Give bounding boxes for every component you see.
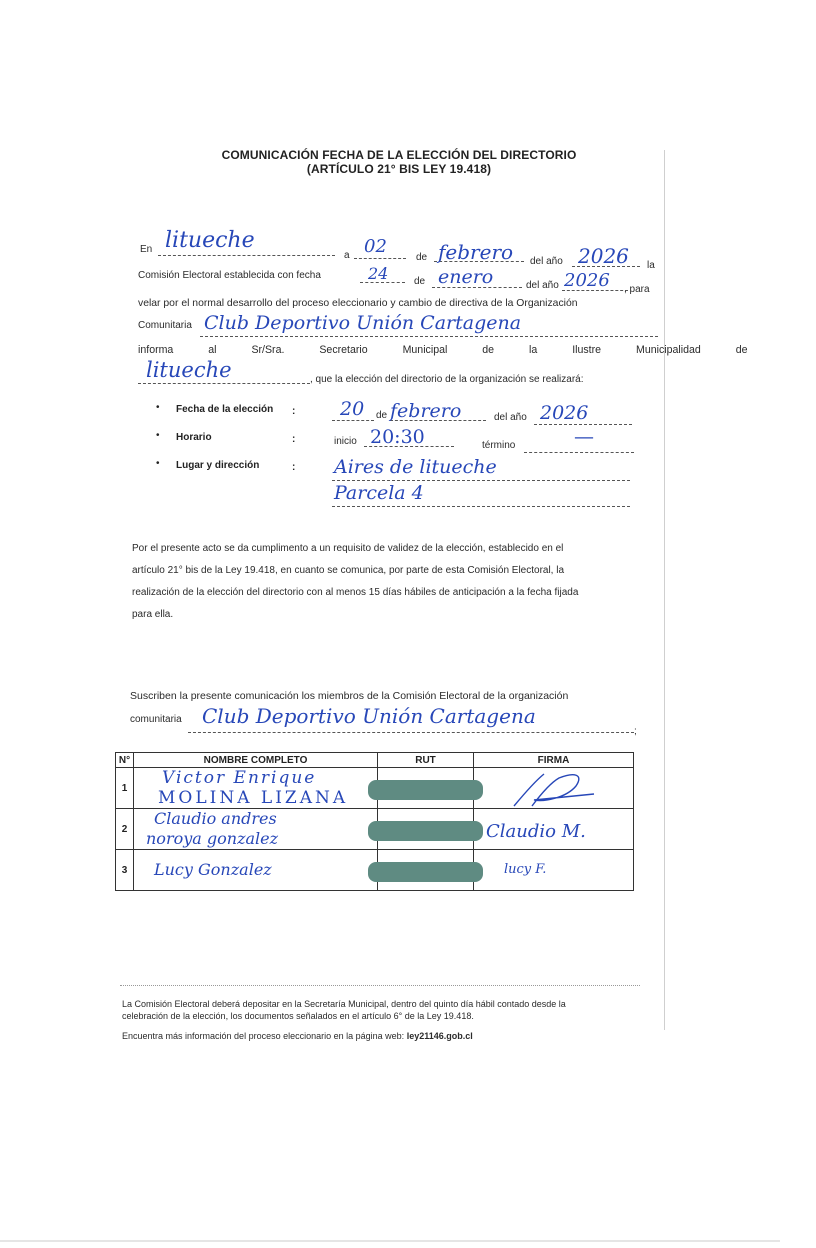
- colon-2: :: [292, 434, 296, 445]
- table-row: [116, 850, 634, 891]
- name-line-1: Victor Enrique: [162, 768, 317, 788]
- validez-paragraph: [132, 538, 652, 626]
- colon-3: :: [292, 462, 296, 473]
- horario-label: Horario: [176, 432, 212, 443]
- dia-value: 02: [364, 236, 387, 257]
- dia-line: [354, 258, 406, 259]
- table-header-row: [116, 753, 634, 768]
- mes-value: febrero: [438, 240, 514, 264]
- organizacion-line: [200, 336, 658, 337]
- det-de-label: de: [376, 410, 388, 421]
- det-mes-value: febrero: [390, 400, 462, 422]
- comunitaria-label-2: comunitaria: [130, 714, 182, 725]
- del-anio-label-2: del año: [526, 280, 559, 291]
- scan-edge-line: [664, 150, 665, 1030]
- la-label: la: [647, 260, 655, 271]
- name-cell: [134, 768, 378, 809]
- page-title: [0, 148, 798, 176]
- row-num: 1: [116, 768, 134, 809]
- row-num: 2: [116, 809, 134, 850]
- suscriben-org-value: Club Deportivo Unión Cartagena: [202, 704, 536, 728]
- members-table: [115, 752, 634, 891]
- de-label-2: de: [414, 276, 426, 287]
- name-line-2: MOLINA LIZANA: [158, 788, 349, 808]
- comuna-line: [158, 255, 335, 256]
- bullet-2: •: [156, 430, 160, 441]
- anio-value: 2026: [578, 244, 629, 268]
- informa-text: informa al Sr/Sra. Secretario Municipal de la Ilustre Municipalidad de: [138, 344, 748, 356]
- firma-cell: [474, 850, 634, 891]
- para-line-4: para ella.: [132, 609, 174, 620]
- fecha-dia-value: 24: [368, 264, 389, 283]
- scan-bottom-line: [0, 1240, 780, 1242]
- lugar-line-2: [332, 506, 630, 507]
- suscriben-org-line: [188, 732, 634, 733]
- det-dia-line: [332, 420, 374, 421]
- table-row: [116, 809, 634, 850]
- velar-text: velar por el normal desarrollo del proceso eleccionario y cambio de directiva de la Organización: [138, 298, 578, 309]
- name-cell: [134, 809, 378, 850]
- det-dia-value: 20: [340, 398, 365, 420]
- rut-cell: [378, 850, 474, 891]
- footer-web-text: Encuentra más información del proceso eleccionario en la página web:: [122, 1031, 405, 1041]
- municipalidad-value: litueche: [146, 358, 232, 382]
- signature-text: Claudio M.: [486, 821, 586, 842]
- organizacion-value: Club Deportivo Unión Cartagena: [204, 312, 522, 334]
- suscriben-text: Suscriben la presente comunicación los miembros de la Comisión Electoral de la organización: [130, 690, 569, 702]
- fecha-anio-value: 2026: [564, 270, 610, 291]
- table-row: [116, 768, 634, 809]
- signature-mark: [504, 768, 604, 810]
- row-num: 3: [116, 850, 134, 891]
- name-cell: [134, 850, 378, 891]
- termino-line: [524, 452, 634, 453]
- para-line-2: artículo 21° bis de la Ley 19.418, en cuanto se comunica, por parte de esta Comisión Electoral, la: [132, 565, 565, 576]
- header-rut: RUT: [378, 753, 474, 768]
- name-line-2: noroya gonzalez: [146, 829, 279, 848]
- fecha-eleccion-label: Fecha de la elección: [176, 404, 274, 415]
- para-line-1: Por el presente acto se da cumplimento a un requisito de validez de la elección, establecido en el: [132, 543, 564, 554]
- inicio-label: inicio: [334, 436, 357, 447]
- termino-label: término: [482, 440, 516, 451]
- comuna-value: litueche: [165, 228, 255, 253]
- comunitaria-label: Comunitaria: [138, 320, 192, 331]
- lugar-line-2-value: Parcela 4: [334, 482, 424, 504]
- a-label: a: [344, 250, 350, 261]
- footer-line-1: La Comisión Electoral deberá depositar en la Secretaría Municipal, dentro del quinto día hábil contado desde la: [122, 999, 566, 1009]
- name-line-1: Claudio andres: [154, 809, 277, 828]
- fecha-mes-value: enero: [438, 266, 494, 288]
- de-label-1: de: [416, 252, 428, 263]
- firma-cell: [474, 809, 634, 850]
- lugar-line-1: [332, 480, 630, 481]
- lugar-label: Lugar y dirección: [176, 460, 260, 471]
- colon-1: :: [292, 406, 296, 417]
- header-num: N°: [116, 753, 134, 768]
- det-del-anio: del año: [494, 412, 527, 423]
- title-line-2: (ARTÍCULO 21° BIS LEY 19.418): [306, 162, 492, 176]
- del-anio-label: del año: [530, 256, 563, 267]
- bullet-1: •: [156, 402, 160, 413]
- rut-cell: [378, 768, 474, 809]
- header-nombre: NOMBRE COMPLETO: [134, 753, 378, 768]
- para-line-3: realización de la elección del directorio con al menos 15 días hábiles de anticipación a la fecha fijada: [132, 587, 579, 598]
- det-anio-value: 2026: [540, 402, 589, 424]
- que-text: , que la elección del directorio de la organización se realizará:: [310, 374, 584, 385]
- footer-web-url[interactable]: ley21146.gob.cl: [406, 1031, 473, 1041]
- signature-text: lucy F.: [504, 862, 547, 877]
- hora-termino-value: —: [574, 424, 594, 448]
- rut-redaction: [368, 862, 483, 882]
- rut-redaction: [368, 780, 483, 800]
- rut-redaction: [368, 821, 483, 841]
- lugar-line-1-value: Aires de litueche: [334, 456, 497, 478]
- hora-inicio-value: 20:30: [370, 426, 425, 448]
- comision-text: Comisión Electoral establecida con fecha: [138, 270, 321, 281]
- rut-cell: [378, 809, 474, 850]
- footer-web-row: [122, 1030, 652, 1042]
- suscriben-end: ;: [634, 726, 637, 737]
- para-label: , para: [624, 284, 650, 295]
- firma-cell: [474, 768, 634, 809]
- name-line-1: Lucy Gonzalez: [154, 860, 272, 879]
- footer-separator: [120, 985, 640, 986]
- title-line-1: COMUNICACIÓN FECHA DE LA ELECCIÓN DEL DIRECTORIO: [221, 148, 577, 162]
- bullet-3: •: [156, 458, 160, 469]
- en-label: En: [140, 244, 153, 255]
- footer-line-2: celebración de la elección, los documentos señalados en el artículo 6° de la Ley 19.418.: [122, 1011, 474, 1021]
- municipalidad-line: [138, 383, 310, 384]
- header-firma: FIRMA: [474, 753, 634, 768]
- footer: [122, 998, 652, 1042]
